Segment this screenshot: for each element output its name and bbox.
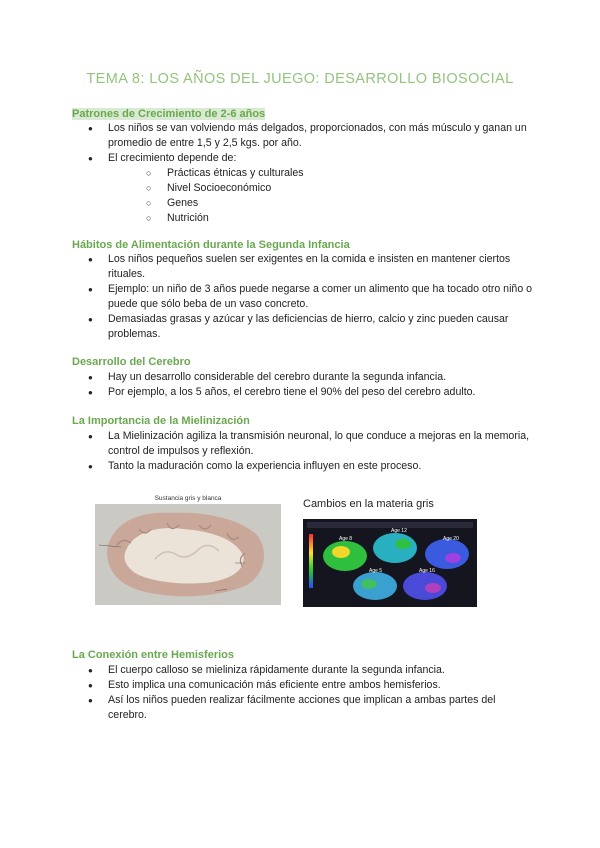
svg-text:Age 8: Age 8 (339, 536, 353, 542)
figure-caption-left: Sustancia gris y blanca (154, 495, 222, 502)
svg-text:Age 5: Age 5 (369, 568, 383, 574)
list-item: ● Los niños pequeños suelen ser exigentes en la comida e insisten en mantener ciertos rituales. (84, 252, 534, 282)
section-heading-crecimiento: Patrones de Crecimiento de 2-6 años (72, 108, 266, 120)
list-item: ● El cuerpo calloso se mieliniza rápidamente durante la segunda infancia. (84, 663, 534, 678)
figure-caption-right: Cambios en la materia gris (303, 498, 434, 510)
list-item: ● Los niños se van volviendo más delgados, proporcionados, con más músculo y ganan un promedio de entre 1,5 y 2,5 kgs. por año. (84, 121, 534, 151)
svg-text:Age 20: Age 20 (443, 536, 459, 542)
list-item: ● Tanto la maduración como la experiencia influyen en este proceso. (84, 459, 534, 474)
sub-list-item: ○ Prácticas étnicas y culturales (146, 166, 534, 181)
list-item: ● Ejemplo: un niño de 3 años puede negarse a comer un alimento que ha tocado otro niño o puede que sólo beba de un vaso concreto. (84, 282, 534, 312)
bullet-list-mielinizacion (84, 429, 534, 474)
sub-list-factores (146, 166, 534, 226)
section-heading-mielinizacion: La Importancia de la Mielinización (72, 415, 250, 427)
bullet-list-hemisferios (84, 663, 534, 723)
bullet-list-alimentacion (84, 252, 534, 342)
bullet-list-crecimiento (84, 121, 534, 226)
brain-slice-image (95, 493, 281, 605)
grey-matter-brains-image (303, 496, 483, 620)
section-heading-alimentacion: Hábitos de Alimentación durante la Segunda Infancia (72, 239, 350, 251)
bullet-list-cerebro (84, 370, 534, 400)
section-heading-cerebro: Desarrollo del Cerebro (72, 356, 191, 368)
svg-text:Age 16: Age 16 (419, 568, 435, 574)
list-item: ● Esto implica una comunicación más eficiente entre ambos hemisferios. (84, 678, 534, 693)
sub-list-item: ○ Nivel Socioeconómico (146, 181, 534, 196)
list-item: ● La Mielinización agiliza la transmisión neuronal, lo que conduce a mejoras en la memoria, control de impulsos y reflexión. (84, 429, 534, 459)
sub-list-item: ○ Nutrición (146, 211, 534, 226)
list-item: ● Demasiadas grasas y azúcar y las deficiencias de hierro, calcio y zinc pueden causar problemas. (84, 312, 534, 342)
sub-list-item: ○ Genes (146, 196, 534, 211)
list-item: ● Así los niños pueden realizar fácilmente acciones que implican a ambas partes del cerebro. (84, 693, 534, 723)
page-title: TEMA 8: LOS AÑOS DEL JUEGO: DESARROLLO BIOSOCIAL (86, 71, 514, 87)
list-item: ● El crecimiento depende de: ○ Prácticas étnicas y culturales ○ Nivel Socioeconómico ○ Genes ○ Nutrición (84, 151, 534, 226)
section-heading-hemisferios: La Conexión entre Hemisferios (72, 649, 234, 661)
list-item: ● Por ejemplo, a los 5 años, el cerebro tiene el 90% del peso del cerebro adulto. (84, 385, 534, 400)
svg-text:Age 12: Age 12 (391, 528, 407, 534)
list-item: ● Hay un desarrollo considerable del cerebro durante la segunda infancia. (84, 370, 534, 385)
